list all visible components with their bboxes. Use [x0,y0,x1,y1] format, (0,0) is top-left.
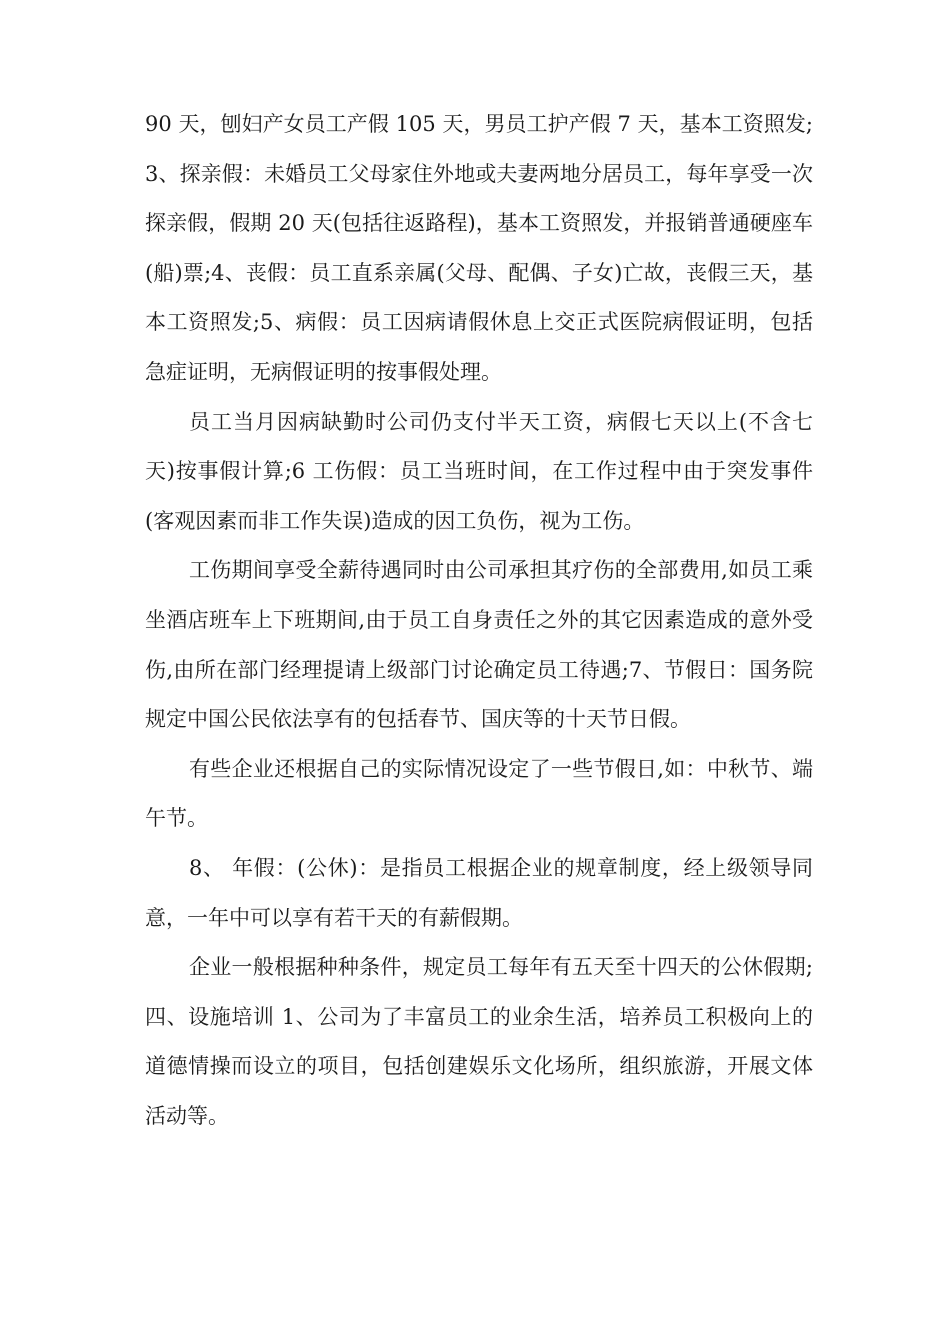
paragraph-company-holidays: 有些企业还根据自己的实际情况设定了一些节假日,如：中秋节、端午节。 [145,756,813,831]
paragraph-continuation-leave-types: 90 天，刨妇产女员工产假 105 天，男员工护产假 7 天，基本工资照发;3、探亲假：未婚员工父母家住外地或夫妻两地分居员工，每年享受一次探亲假，假期 20 天(包括往返路程)，基本工资照发，并报销普通硬座车(船)票;4、丧假：员工直系亲属(父母、配偶、子女)亡故，丧假三天，基本工资照发;5、病假：员工因病请假休息上交正式医院病假证明，包括急症证明，无病假证明的按事假处理。 [145,112,813,384]
paragraph-injury-benefits-holidays: 工伤期间享受全薪待遇同时由公司承担其疗伤的全部费用,如员工乘坐酒店班车上下班期间,由于员工自身责任之外的其它因素造成的意外受伤,由所在部门经理提请上级部门讨论确定员工待遇;7、节假日：国务院规定中国公民依法享有的包括春节、国庆等的十天节日假。 [145,558,813,732]
paragraph-annual-leave-facilities: 企业一般根据种种条件，规定员工每年有五天至十四天的公休假期;四、设施培训 1、公司为了丰富员工的业余生活，培养员工积极向上的道德情操而设立的项目，包括创建娱乐文化场所，组织旅游，开展文体活动等。 [145,955,813,1128]
paragraph-sick-and-injury-leave: 员工当月因病缺勤时公司仍支付半天工资，病假七天以上(不含七天)按事假计算;6 工伤假：员工当班时间，在工作过程中由于突发事件(客观因素而非工作失误)造成的因工负伤，视为工伤。 [145,409,813,533]
document-body [145,100,813,1141]
paragraph-annual-leave: 8、 年假：(公休)：是指员工根据企业的规章制度，经上级领导同意，一年中可以享有若干天的有薪假期。 [145,855,813,930]
